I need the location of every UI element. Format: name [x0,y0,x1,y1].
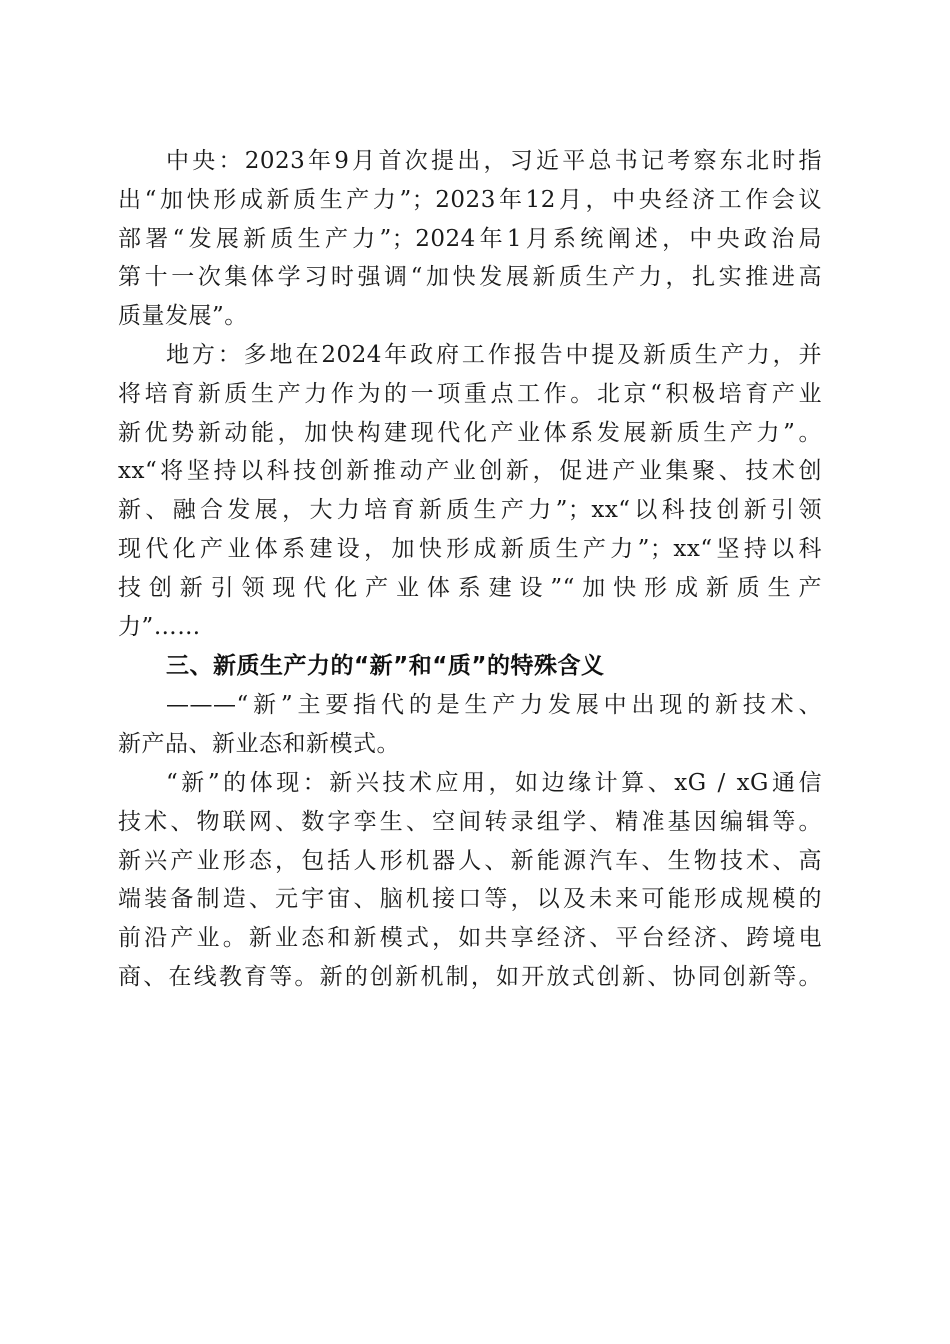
text-line: 第十一次集体学习时强调“加快发展新质生产力，扎实推进高 [118,264,822,291]
document-page [118,142,822,997]
section-heading: 三、新质生产力的“新”和“质”的特殊含义 [166,653,605,680]
paragraph-central [118,142,822,336]
text-line: 现代化产业体系建设，加快形成新质生产力”；xx“坚持以科 [118,535,822,562]
text-line: 商、在线教育等。新的创新机制，如开放式创新、协同创新等。 [118,963,822,990]
text-line: “新”的体现：新兴技术应用，如边缘计算、xG / xG通信 [166,769,822,796]
text-line: 新产品、新业态和新模式。 [118,731,400,758]
text-line: 新、融合发展，大力培育新质生产力”；xx“以科技创新引领 [118,497,822,524]
text-line: 前沿产业。新业态和新模式，如共享经济、平台经济、跨境电 [118,925,822,952]
text-line: 新优势新动能，加快构建现代化产业体系发展新质生产力”。 [118,419,822,446]
text-line: 将培育新质生产力作为的一项重点工作。北京“积极培育产业 [118,380,822,407]
text-line: 新兴产业形态，包括人形机器人、新能源汽车、生物技术、高 [118,847,822,874]
text-line: 力”…… [118,613,201,640]
text-line: 技创新引领现代化产业体系建设”“加快形成新质生产 [118,574,822,601]
paragraph-local [118,336,822,646]
text-line: 部署“发展新质生产力”；2024年1月系统阐述，中央政治局 [118,225,822,252]
text-line: 质量发展”。 [118,303,248,330]
text-line: 出“加快形成新质生产力”；2023年12月，中央经济工作会议 [118,186,822,213]
paragraph-new-manifestation [118,764,822,997]
text-line: 端装备制造、元宇宙、脑机接口等，以及未来可能形成规模的 [118,886,822,913]
text-line: 中央：2023年9月首次提出，习近平总书记考察东北时指 [166,148,822,174]
text-line: ———“新”主要指代的是生产力发展中出现的新技术、 [166,692,822,719]
paragraph-new-meaning [118,686,822,764]
text-line: 地方：多地在2024年政府工作报告中提及新质生产力，并 [166,341,822,368]
text-line: 技术、物联网、数字孪生、空间转录组学、精准基因编辑等。 [118,808,822,835]
text-line: xx“将坚持以科技创新推动产业创新，促进产业集聚、技术创 [118,458,822,485]
